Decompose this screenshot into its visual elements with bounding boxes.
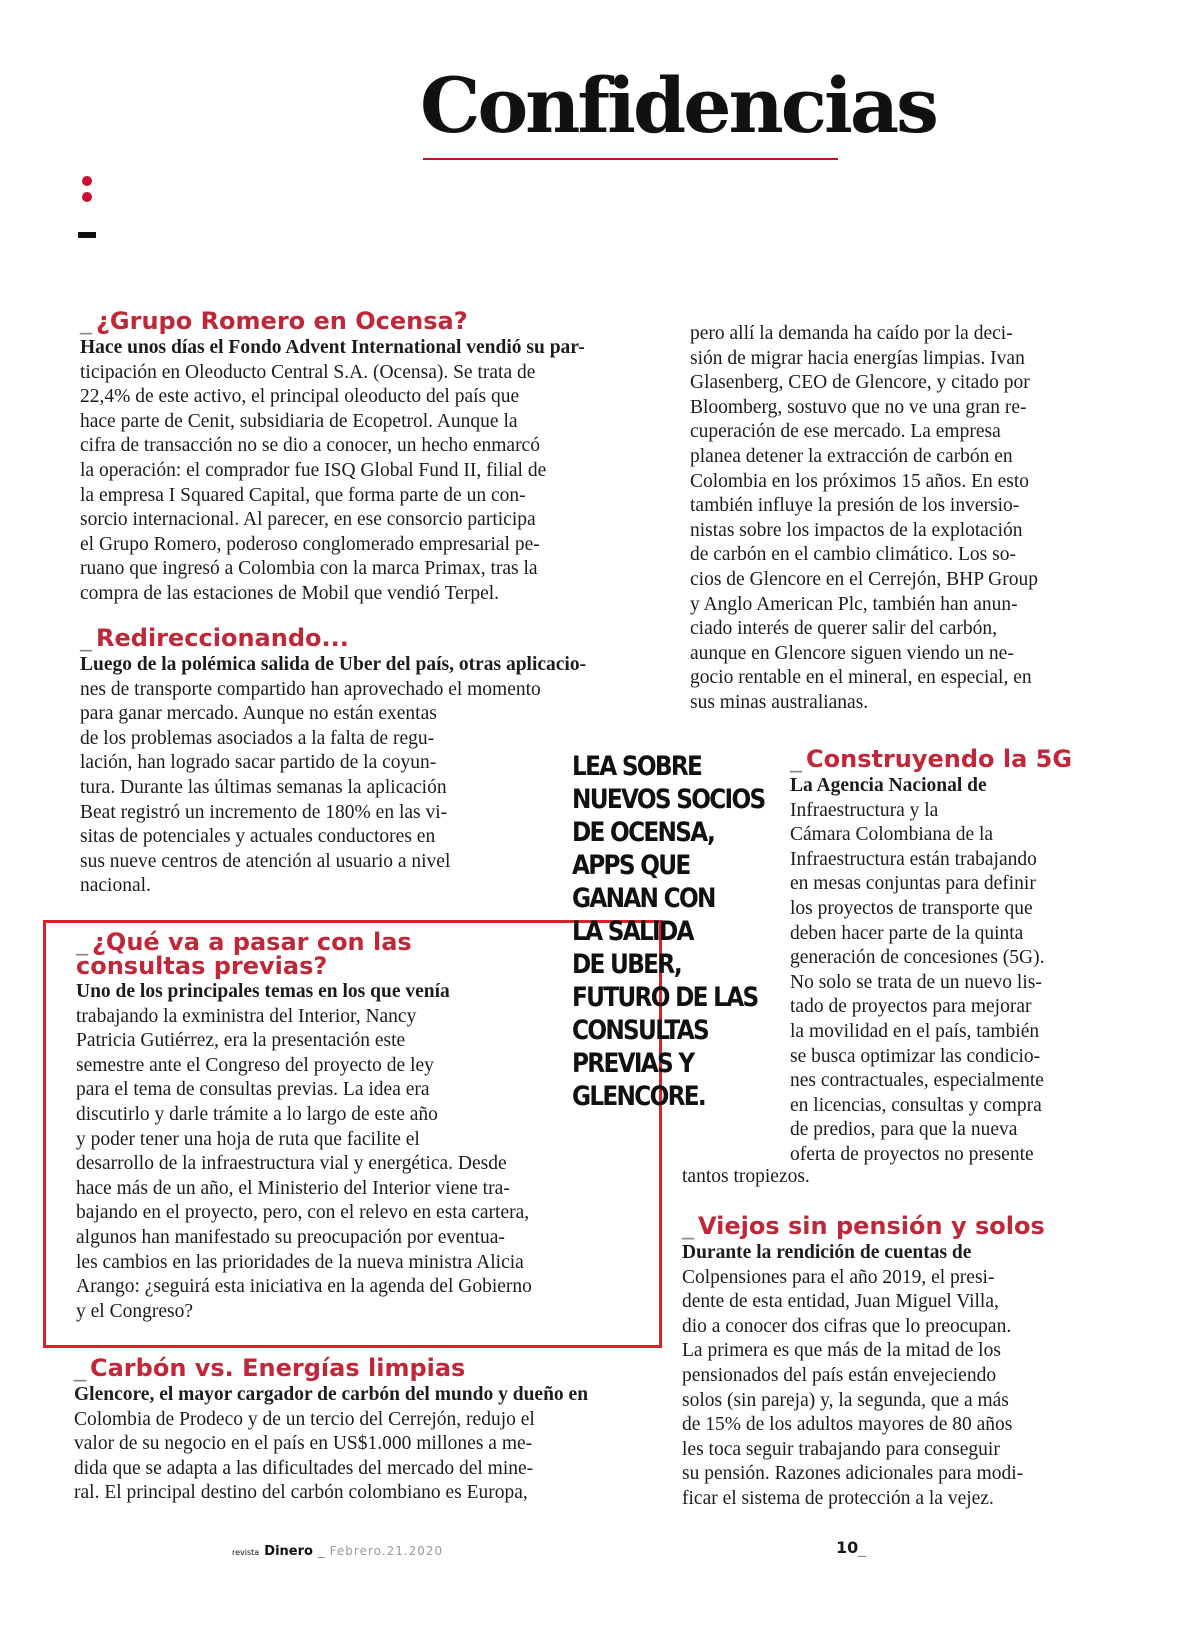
article-line: sión de migrar hacia energías limpias. Ivan bbox=[690, 347, 1025, 369]
footer-separator: _ bbox=[318, 1544, 325, 1559]
article-line: Infraestructura y la bbox=[790, 799, 939, 821]
article-line: Glasenberg, CEO de Glencore, y citado por bbox=[690, 372, 1030, 394]
article-line: para el tema de consultas previas. La idea era bbox=[76, 1079, 430, 1101]
article-line: ral. El principal destino del carbón colombiano es Europa, bbox=[74, 1482, 528, 1504]
article-lead: Durante la rendición de cuentas de bbox=[682, 1242, 972, 1263]
article-line: planea detener la extracción de carbón en bbox=[690, 445, 1013, 467]
callout-line: FUTURO DE LAS bbox=[572, 982, 758, 1013]
callout-line: LEA SOBRE bbox=[572, 751, 702, 782]
headline-text: ¿Grupo Romero en Ocensa? bbox=[96, 307, 468, 335]
article-line: de carbón en el cambio climático. Los so- bbox=[690, 544, 1016, 566]
article-line: ciado interés de querer salir del carbón, bbox=[690, 618, 997, 640]
article-line: dente de esta entidad, Juan Miguel Villa, bbox=[682, 1291, 999, 1313]
article-headline bbox=[80, 308, 585, 334]
article-line: aunque en Glencore siguen viendo un ne- bbox=[690, 642, 1014, 664]
article-line: Bloomberg, sostuvo que no ve una gran re- bbox=[690, 396, 1027, 418]
article-line: Beat registró un incremento de 180% en las vi- bbox=[80, 801, 448, 823]
article-body bbox=[80, 653, 586, 899]
article-line: Cámara Colombiana de la bbox=[790, 824, 994, 846]
article-carbon-continued bbox=[690, 322, 1038, 716]
article-line: gocio rentable en el mineral, en especial, en bbox=[690, 667, 1032, 689]
callout-line: PREVIAS Y bbox=[572, 1048, 694, 1079]
article-line: Arango: ¿seguirá esta iniciativa en la agenda del Gobierno bbox=[76, 1276, 532, 1298]
callout-line: DE UBER, bbox=[572, 949, 682, 980]
article-line: nes de transporte compartido han aprovechado el momento bbox=[80, 678, 541, 700]
article-line: deben hacer parte de la quinta bbox=[790, 922, 1024, 944]
headline-text: Construyendo la 5G bbox=[806, 745, 1073, 773]
article-line: la movilidad en el país, también bbox=[790, 1020, 1040, 1042]
article-line: su pensión. Razones adicionales para modi- bbox=[682, 1463, 1024, 1485]
callout-line: APPS QUE bbox=[572, 850, 690, 881]
article-line: 22,4% de este activo, el principal oleoducto del país que bbox=[80, 386, 520, 408]
article-lead: La Agencia Nacional de bbox=[790, 775, 987, 796]
article-line: para ganar mercado. Aunque no están exentas bbox=[80, 703, 437, 725]
article-line: de 15% de los adultos mayores de 80 años bbox=[682, 1414, 1013, 1436]
article-redireccionando bbox=[80, 625, 586, 899]
masthead-rule bbox=[423, 158, 838, 160]
section-dot-icon bbox=[82, 192, 92, 202]
article-line: el Grupo Romero, poderoso conglomerado empresarial pe- bbox=[80, 533, 540, 555]
article-line: dida que se adapta a las dificultades del mercado del mine- bbox=[74, 1457, 534, 1479]
headline-text: ¿Qué va a pasar con las bbox=[92, 928, 412, 956]
article-line: también influye la presión de los inversio- bbox=[690, 495, 1020, 517]
page-number bbox=[836, 1538, 866, 1557]
headline-prefix: _ bbox=[80, 307, 92, 335]
article-line: cifra de transacción no se dio a conocer, un hecho enmarcó bbox=[80, 435, 540, 457]
footer-logo: Dinero bbox=[264, 1544, 313, 1559]
article-line: Infraestructura están trabajando bbox=[790, 848, 1037, 870]
article-line: compra de las estaciones de Mobil que vendió Terpel. bbox=[80, 582, 500, 604]
article-line: ficar el sistema de protección a la vejez. bbox=[682, 1487, 994, 1509]
article-headline bbox=[74, 1355, 588, 1381]
article-line: ticipación en Oleoducto Central S.A. (Ocensa). Se trata de bbox=[80, 361, 536, 383]
masthead-title: Confidencias bbox=[420, 61, 936, 150]
article-body bbox=[76, 980, 532, 1324]
article-5g-tail: tantos tropiezos. bbox=[682, 1166, 810, 1187]
footer-revista: revista bbox=[232, 1548, 260, 1557]
article-line: cios de Glencore en el Cerrejón, BHP Group bbox=[690, 568, 1039, 590]
section-dash-icon bbox=[78, 232, 96, 238]
article-line: algunos han manifestado su preocupación por eventua- bbox=[76, 1226, 505, 1248]
article-line: pensionados del país están envejeciendo bbox=[682, 1364, 997, 1386]
article-line: lación, han logrado sacar partido de la coyun- bbox=[80, 752, 437, 774]
article-line: les cambios en las prioridades de la nueva ministra Alicia bbox=[76, 1251, 524, 1273]
footer-brand bbox=[232, 1540, 443, 1559]
callout-line: GANAN CON bbox=[572, 883, 715, 914]
article-body bbox=[682, 1241, 1045, 1512]
article-line: No solo se trata de un nuevo lis- bbox=[790, 971, 1042, 993]
article-line: Colombia de Prodeco y de un tercio del Cerrejón, redujo el bbox=[74, 1408, 535, 1430]
article-line: de los problemas asociados a la falta de regu- bbox=[80, 727, 435, 749]
article-line: y Anglo American Plc, también han anun- bbox=[690, 593, 1018, 615]
article-line: de predios, para que la nueva bbox=[790, 1119, 1018, 1141]
article-line: la operación: el comprador fue ISQ Global Fund II, filial de bbox=[80, 459, 547, 481]
article-line: semestre ante el Congreso del proyecto de ley bbox=[76, 1054, 434, 1076]
article-line: oferta de proyectos no presente bbox=[790, 1143, 1034, 1165]
article-line: solos (sin pareja) y, la segunda, que a más bbox=[682, 1389, 1009, 1411]
headline-prefix: _ bbox=[76, 928, 88, 956]
article-line: tura. Durante las últimas semanas la aplicación bbox=[80, 776, 447, 798]
callout-line: DE OCENSA, bbox=[572, 817, 715, 848]
article-line: sitas de potenciales y actuales conductores en bbox=[80, 826, 436, 848]
article-line: en mesas conjuntas para definir bbox=[790, 873, 1036, 895]
callout-line: CONSULTAS bbox=[572, 1015, 709, 1046]
article-line: discutirlo y darle trámite a lo largo de este año bbox=[76, 1103, 438, 1125]
article-line: hace más de un año, el Ministerio del Interior viene tra- bbox=[76, 1177, 510, 1199]
article-line: nacional. bbox=[80, 875, 151, 897]
article-lead: Glencore, el mayor cargador de carbón del mundo y dueño en bbox=[74, 1384, 589, 1405]
article-consultas-previas bbox=[76, 930, 532, 1324]
article-body bbox=[74, 1383, 588, 1506]
headline-prefix: _ bbox=[682, 1212, 694, 1240]
article-line: La primera es que más de la mitad de los bbox=[682, 1340, 1001, 1362]
article-line: en licencias, consultas y compra bbox=[790, 1094, 1042, 1116]
article-line: ruano que ingresó a Colombia con la marca Primax, tras la bbox=[80, 558, 538, 580]
article-line: y el Congreso? bbox=[76, 1300, 193, 1322]
callout-line: NUEVOS SOCIOS bbox=[572, 784, 765, 815]
article-line: nistas sobre los impactos de la explotación bbox=[690, 519, 1023, 541]
article-line: y poder tener una hoja de ruta que facilite el bbox=[76, 1128, 420, 1150]
article-line: cuperación de ese mercado. La empresa bbox=[690, 421, 1001, 443]
footer-date: Febrero.21.2020 bbox=[329, 1544, 444, 1558]
article-headline bbox=[76, 930, 532, 978]
article-line: pero allí la demanda ha caído por la deci- bbox=[690, 323, 1013, 344]
article-lead: Hace unos días el Fondo Advent International vendió su par- bbox=[80, 337, 585, 358]
headline-text: Carbón vs. Energías limpias bbox=[90, 1354, 466, 1382]
article-line: bajando en el proyecto, pero, con el relevo en esta cartera, bbox=[76, 1202, 530, 1224]
article-line: sus minas australianas. bbox=[690, 691, 869, 713]
article-line: la empresa I Squared Capital, que forma parte de un con- bbox=[80, 484, 526, 506]
article-body bbox=[790, 774, 1072, 1168]
headline-prefix: _ bbox=[790, 745, 802, 773]
callout-line: LA SALIDA bbox=[572, 916, 693, 947]
section-dot-icon bbox=[82, 176, 92, 186]
article-line: hace parte de Cenit, subsidiaria de Ecopetrol. Aunque la bbox=[80, 410, 518, 432]
article-line: tado de proyectos para mejorar bbox=[790, 996, 1032, 1018]
page-number-value: 10 bbox=[836, 1538, 859, 1557]
article-line: dio a conocer dos cifras que lo preocupan. bbox=[682, 1315, 1012, 1337]
article-headline bbox=[682, 1213, 1045, 1239]
headline-text: Viejos sin pensión y solos bbox=[698, 1212, 1045, 1240]
article-line: desarrollo de la infraestructura vial y energética. Desde bbox=[76, 1153, 507, 1175]
article-viejos bbox=[682, 1213, 1045, 1512]
article-line: valor de su negocio en el país en US$1.000 millones a me- bbox=[74, 1433, 533, 1455]
article-line: nes contractuales, especialmente bbox=[790, 1070, 1044, 1092]
article-5g bbox=[790, 746, 1072, 1168]
page-number-separator: _ bbox=[858, 1538, 867, 1557]
article-headline bbox=[80, 625, 586, 651]
article-carbon bbox=[74, 1355, 588, 1506]
article-line: Colpensiones para el año 2019, el presi- bbox=[682, 1266, 995, 1288]
article-line: generación de concesiones (5G). bbox=[790, 947, 1045, 969]
article-headline bbox=[790, 746, 1072, 772]
headline-prefix: _ bbox=[80, 624, 92, 652]
article-grupo-romero bbox=[80, 308, 585, 607]
headline-text: consultas previas? bbox=[76, 952, 328, 980]
callout-box bbox=[572, 750, 765, 1113]
article-lead: Luego de la polémica salida de Uber del país, otras aplicacio- bbox=[80, 654, 587, 675]
article-lead: Uno de los principales temas en los que venía bbox=[76, 981, 450, 1002]
article-line: les toca seguir trabajando para conseguir bbox=[682, 1438, 1000, 1460]
article-line: trabajando la exministra del Interior, Nancy bbox=[76, 1005, 417, 1027]
headline-prefix: _ bbox=[74, 1354, 86, 1382]
article-line: los proyectos de transporte que bbox=[790, 897, 1033, 919]
article-line: Colombia en los próximos 15 años. En esto bbox=[690, 470, 1030, 492]
article-line: sus nueve centros de atención al usuario a nivel bbox=[80, 850, 451, 872]
article-line: Patricia Gutiérrez, era la presentación este bbox=[76, 1030, 406, 1052]
callout-line: GLENCORE. bbox=[572, 1081, 706, 1112]
article-body bbox=[80, 336, 585, 607]
article-line: sorcio internacional. Al parecer, en ese consorcio participa bbox=[80, 509, 536, 531]
headline-text: Redireccionando... bbox=[96, 624, 349, 652]
article-body bbox=[690, 322, 1038, 716]
article-line: se busca optimizar las condicio- bbox=[790, 1045, 1041, 1067]
